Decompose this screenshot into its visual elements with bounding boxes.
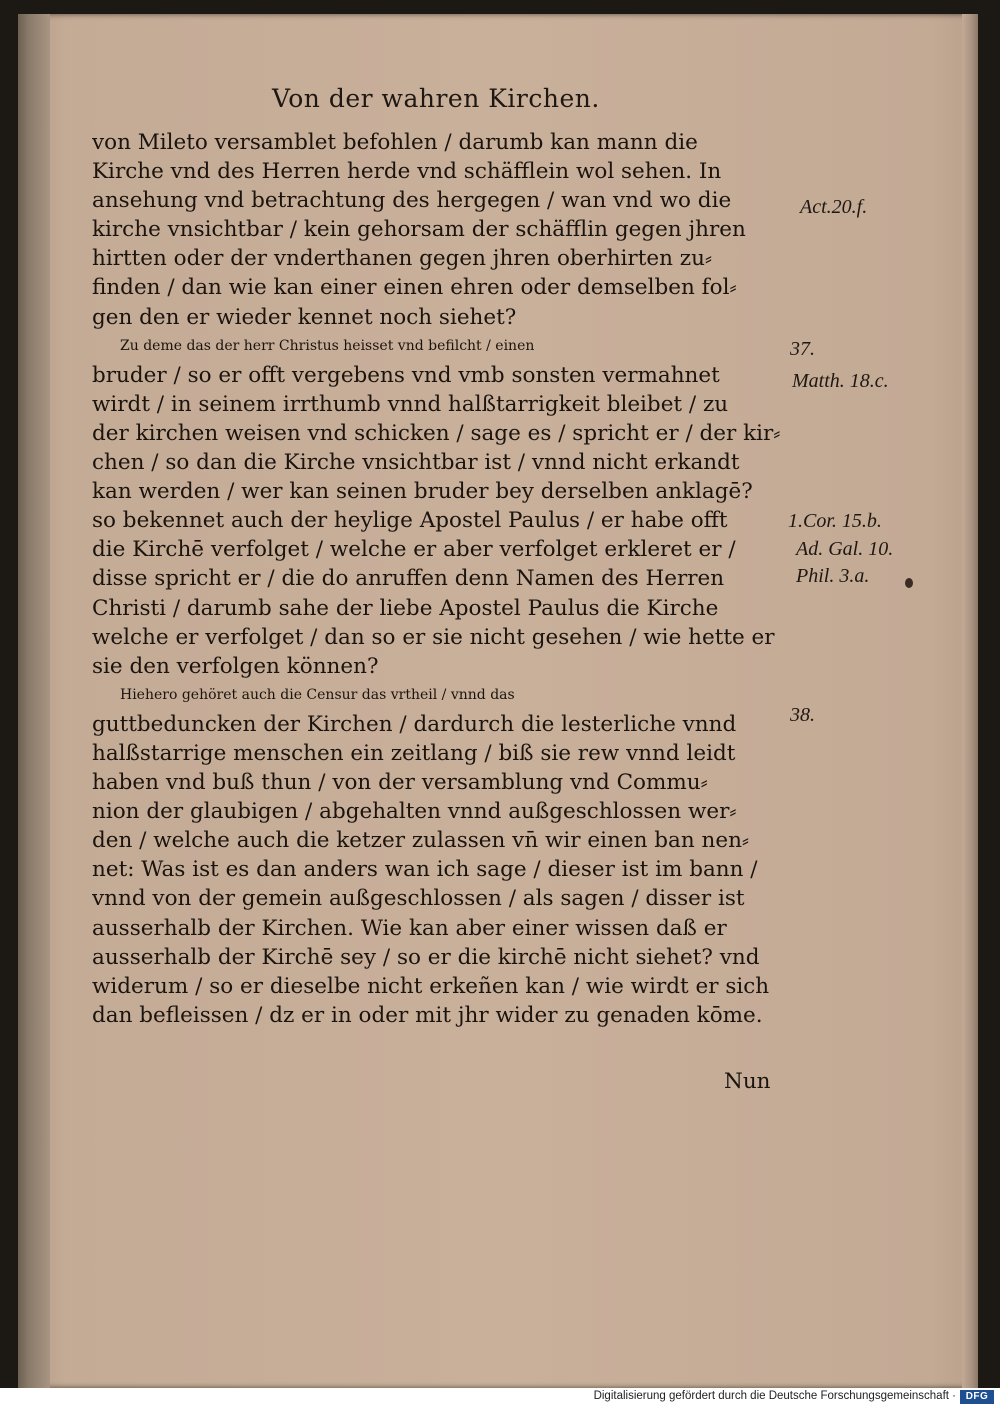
text-line: kan werden / wer kan seinen bruder bey derselben anklagē? [92, 479, 753, 505]
body-text [92, 128, 792, 1030]
text-line: Hiehero gehöret auch die Censur das vrtheil / vnnd das [120, 686, 515, 703]
text-line: chen / so dan die Kirche vnsichtbar ist / vnnd nicht erkandt [92, 450, 740, 476]
text-line: kirche vnsichtbar / kein gehorsam der schäfflin gegen jhren [92, 217, 746, 243]
margin-note-acts: Act.20.f. [800, 196, 868, 218]
text-line: Kirche vnd des Herren herde vnd schäfflein wol sehen. In [92, 159, 722, 185]
ink-mark [905, 578, 913, 588]
text-line: hirtten oder der vnderthanen gegen jhren oberhirten zu⸗ [92, 246, 713, 272]
text-line: wirdt / in seinem irrthumb vnnd halßtarrigkeit bleibet / zu [92, 391, 729, 417]
catchword: Nun [724, 1069, 771, 1094]
text-line: widerum / so er dieselbe nicht erkeñen kan / wie wirdt er sich [92, 973, 770, 999]
text-line: net: Was ist es dan anders wan ich sage / dieser ist im bann / [92, 857, 758, 883]
text-line: dan befleissen / dz er in oder mit jhr wider zu genaden kōme. [92, 1002, 763, 1028]
text-line: halßstarrige menschen ein zeitlang / biß sie rew vnnd leidt [92, 740, 736, 766]
text-line: sie den verfolgen können? [92, 653, 379, 679]
text-line: welche er verfolget / dan so er sie nicht gesehen / wie hette er [92, 624, 775, 650]
text-line: ausserhalb der Kirchē sey / so er die kirchē nicht siehet? vnd [92, 944, 760, 970]
text-line: nion der glaubigen / abgehalten vnnd außgeschlossen wer⸗ [92, 799, 737, 825]
running-head: Von der wahren Kirchen. [272, 84, 600, 113]
margin-note-philippians: Phil. 3.a. [796, 565, 870, 587]
text-line: die Kirchē verfolget / welche er aber verfolget erkleret er / [92, 537, 736, 563]
footer-credit: Digitalisierung gefördert durch die Deutsche Forschungsgemeinschaft · [593, 1390, 956, 1402]
margin-note-matthew: Matth. 18.c. [792, 370, 889, 392]
text-line: ausserhalb der Kirchen. Wie kan aber einer wissen daß er [92, 915, 727, 941]
text-line: disse spricht er / die do anruffen denn Namen des Herren [92, 566, 725, 592]
margin-note-number-38: 38. [790, 704, 815, 726]
margin-note-number-37: 37. [790, 338, 815, 360]
text-line: Christi / darumb sahe der liebe Apostel Paulus die Kirche [92, 595, 719, 621]
text-line: guttbeduncken der Kirchen / dardurch die lesterliche vnnd [92, 711, 737, 737]
text-line: Zu deme das der herr Christus heisset vnd befilcht / einen [120, 337, 535, 354]
text-line: vnnd von der gemein außgeschlossen / als sagen / disser ist [92, 886, 745, 912]
text-line: so bekennet auch der heylige Apostel Paulus / er habe offt [92, 508, 728, 534]
text-line: bruder / so er offt vergebens vnd vmb sonsten vermahnet [92, 362, 720, 388]
margin-note-corinthians: 1.Cor. 15.b. [788, 510, 882, 532]
text-line: haben vnd buß thun / von der versamblung vnd Commu⸗ [92, 770, 708, 796]
text-line: von Mileto versamblet befohlen / darumb kan mann die [92, 130, 698, 155]
text-line: den / welche auch die ketzer zulassen vn̄ wir einen ban nen⸗ [92, 828, 750, 854]
dfg-logo: DFG [960, 1390, 994, 1404]
page-gutter [18, 14, 50, 1388]
margin-note-galatians: Ad. Gal. 10. [796, 538, 894, 560]
text-line: gen den er wieder kennet noch siehet? [92, 304, 517, 330]
text-line: ansehung vnd betrachtung des hergegen / wan vnd wo die [92, 188, 732, 214]
text-line: finden / dan wie kan einer einen ehren oder demselben fol⸗ [92, 275, 737, 301]
page-edge [962, 14, 978, 1388]
text-line: der kirchen weisen vnd schicken / sage es / spricht er / der kir⸗ [92, 420, 781, 446]
